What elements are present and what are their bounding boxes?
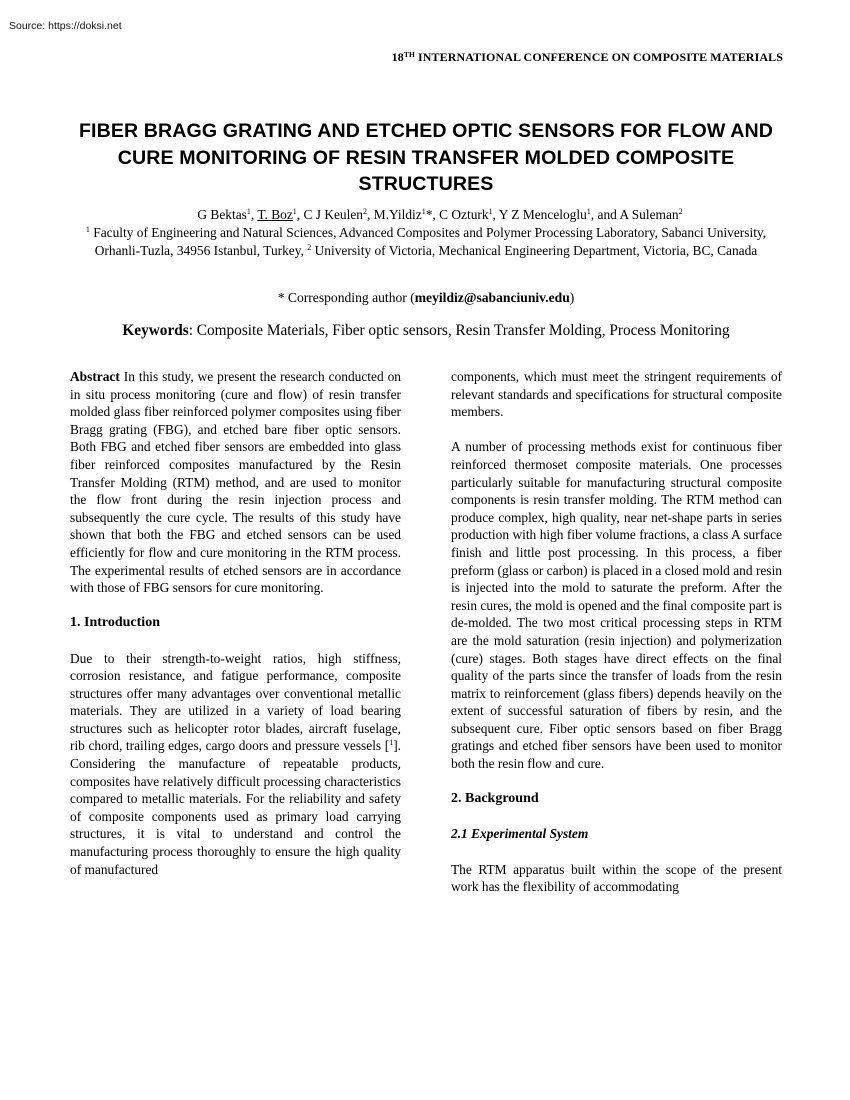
affiliation-marker: 2 (307, 243, 312, 252)
corresponding-mark: * (425, 207, 433, 222)
author-name: A Suleman (619, 207, 679, 222)
conference-header (392, 50, 783, 65)
affiliation-marker: 1 (292, 207, 297, 216)
keywords-label: Keywords (122, 322, 189, 339)
source-label: Source: https://doksi.net (9, 20, 122, 32)
affiliation-marker: 1 (421, 207, 426, 216)
conference-number: 18 (391, 50, 404, 64)
left-column (70, 368, 401, 896)
corresponding-suffix: ) (569, 290, 575, 305)
intro-text: Due to their strength-to-weight ratios, high stiffness, corrosion resistance, and fatigue performance, composite structures offer many advantages over conventional metallic materials. They are utilized in a variety of load bearing structures such as helicopter rotor blades, aircraft fuselage, rib chord, trailing edges, cargo doors and pressure vessels [ (70, 650, 401, 754)
abstract-text: In this study, we present the research conducted on in situ process monitoring (cure and flow) of resin transfer molded glass fiber reinforced polymer composites using fiber Bragg grating (FBG), and etched bare fiber optic sensors. Both FBG and etched fiber sensors are embedded into glass fiber reinforced composites manufactured by the Resin Transfer Molding (RTM) method, and are used to monitor the flow front during the resin injection process and subsequently the cure cycle. The results of this study have shown that both the FBG and etched sensors can be used efficiently for flow and cure monitoring in the RTM process. The experimental results of etched sensors are in accordance with those of FBG sensors for cure monitoring. (70, 369, 401, 596)
section-heading-introduction: 1. Introduction (70, 615, 160, 631)
author-conjunction: and (597, 207, 620, 222)
author-name: C J Keulen (303, 207, 363, 222)
subsection-heading-experimental-system: 2.1 Experimental System (451, 826, 589, 842)
conference-ordinal: TH (403, 50, 415, 59)
paper-title: FIBER BRAGG GRATING AND ETCHED OPTIC SENSORS FOR FLOW AND CURE MONITORING OF RESIN TRANSFER MOLDED COMPOSITE STRUCTURES (78, 120, 773, 195)
intro-text: ]. Considering the manufacture of repeatable products, composites have relatively difficult processing characteristics compared to metallic materials. For the reliability and safety of composite components used as primary load carrying structures, it is vital to understand and control the manufacturing process thoroughly to ensure the high quality of manufactured (70, 738, 401, 877)
conference-name: INTERNATIONAL CONFERENCE ON COMPOSITE MATERIALS (414, 50, 783, 64)
intro-paragraph-1 (70, 650, 401, 879)
right-column (451, 368, 782, 913)
affiliation-1: Faculty of Engineering and Natural Sciences, Advanced Composites and Polymer Processing Laboratory, Sabanci University, Orhanli-Tuzla, 34956 Istanbul, Turkey, (89, 225, 767, 258)
background-paragraph-1: The RTM apparatus built within the scope of the present work has the flexibility of accommodating (451, 861, 782, 895)
affiliation-marker: 1 (488, 207, 493, 216)
keywords-text: : Composite Materials, Fiber optic sensors, Resin Transfer Molding, Process Monitoring (188, 322, 730, 339)
author-name: C Ozturk (439, 207, 489, 222)
keywords (70, 322, 782, 340)
affiliations (70, 224, 782, 260)
author-list: G Bektas$^1$, T. Boz$^1$, C J Keulen$^2$, M.Yildiz$^1$*, C Ozturk$^1$, Y Z Menceloglu$^1$, and A Suleman$^2$ (197, 207, 683, 222)
section-heading-background: 2. Background (451, 791, 539, 807)
affiliation-marker: 1 (85, 225, 90, 234)
abstract-paragraph (70, 368, 401, 597)
reference-marker[interactable]: 1 (389, 738, 394, 748)
intro-paragraph-2: A number of processing methods exist for continuous fiber reinforced thermoset composite materials. One processes particularly suitable for manufacturing structural composite components is resin transfer molding. The RTM method can produce complex, high quality, near net-shape parts in series production with high fiber volume fractions, a class A surface finish and little post processing. In this process, a fiber preform (glass or carbon) is placed in a closed mold and resin is injected into the mold to saturate the preform. After the resin cures, the mold is opened and the final composite part is de-molded. The two most critical processing steps in RTM are the mold saturation (resin injection) and polymerization (cure) stages. Both stages have direct effects on the final quality of the parts since the transfer of loads from the resin matrix to reinforcement (glass fibers) depends heavily on the extent of successful saturation of fibers by resin, and the subsequent cure. Fiber optic sensors based on fiber Bragg gratings and etched fiber sensors have been used to monitor both the resin flow and cure. (451, 439, 782, 772)
corresponding-email[interactable]: meyildiz@sabanciuniv.edu (414, 290, 570, 305)
author-name: M.Yildiz (373, 207, 422, 222)
affiliation-2: University of Victoria, Mechanical Engineering Department, Victoria, BC, Canada (311, 243, 758, 258)
corresponding-author (70, 290, 782, 306)
intro-paragraph-1-continued: components, which must meet the stringent requirements of relevant standards and specifications for structural composite members. (451, 369, 782, 420)
affiliation-marker: 1 (586, 207, 591, 216)
abstract-label: Abstract (70, 369, 120, 384)
corresponding-prefix: * Corresponding author ( (277, 290, 415, 305)
affiliation-marker: 2 (678, 207, 683, 216)
affiliation-marker: 2 (363, 207, 367, 216)
author-name: G Bektas (197, 207, 247, 222)
author-name-underlined: T. Boz (257, 207, 293, 222)
affiliation-marker: 1 (246, 207, 251, 216)
author-block (70, 206, 782, 260)
author-name: Y Z Menceloglu (498, 207, 587, 222)
